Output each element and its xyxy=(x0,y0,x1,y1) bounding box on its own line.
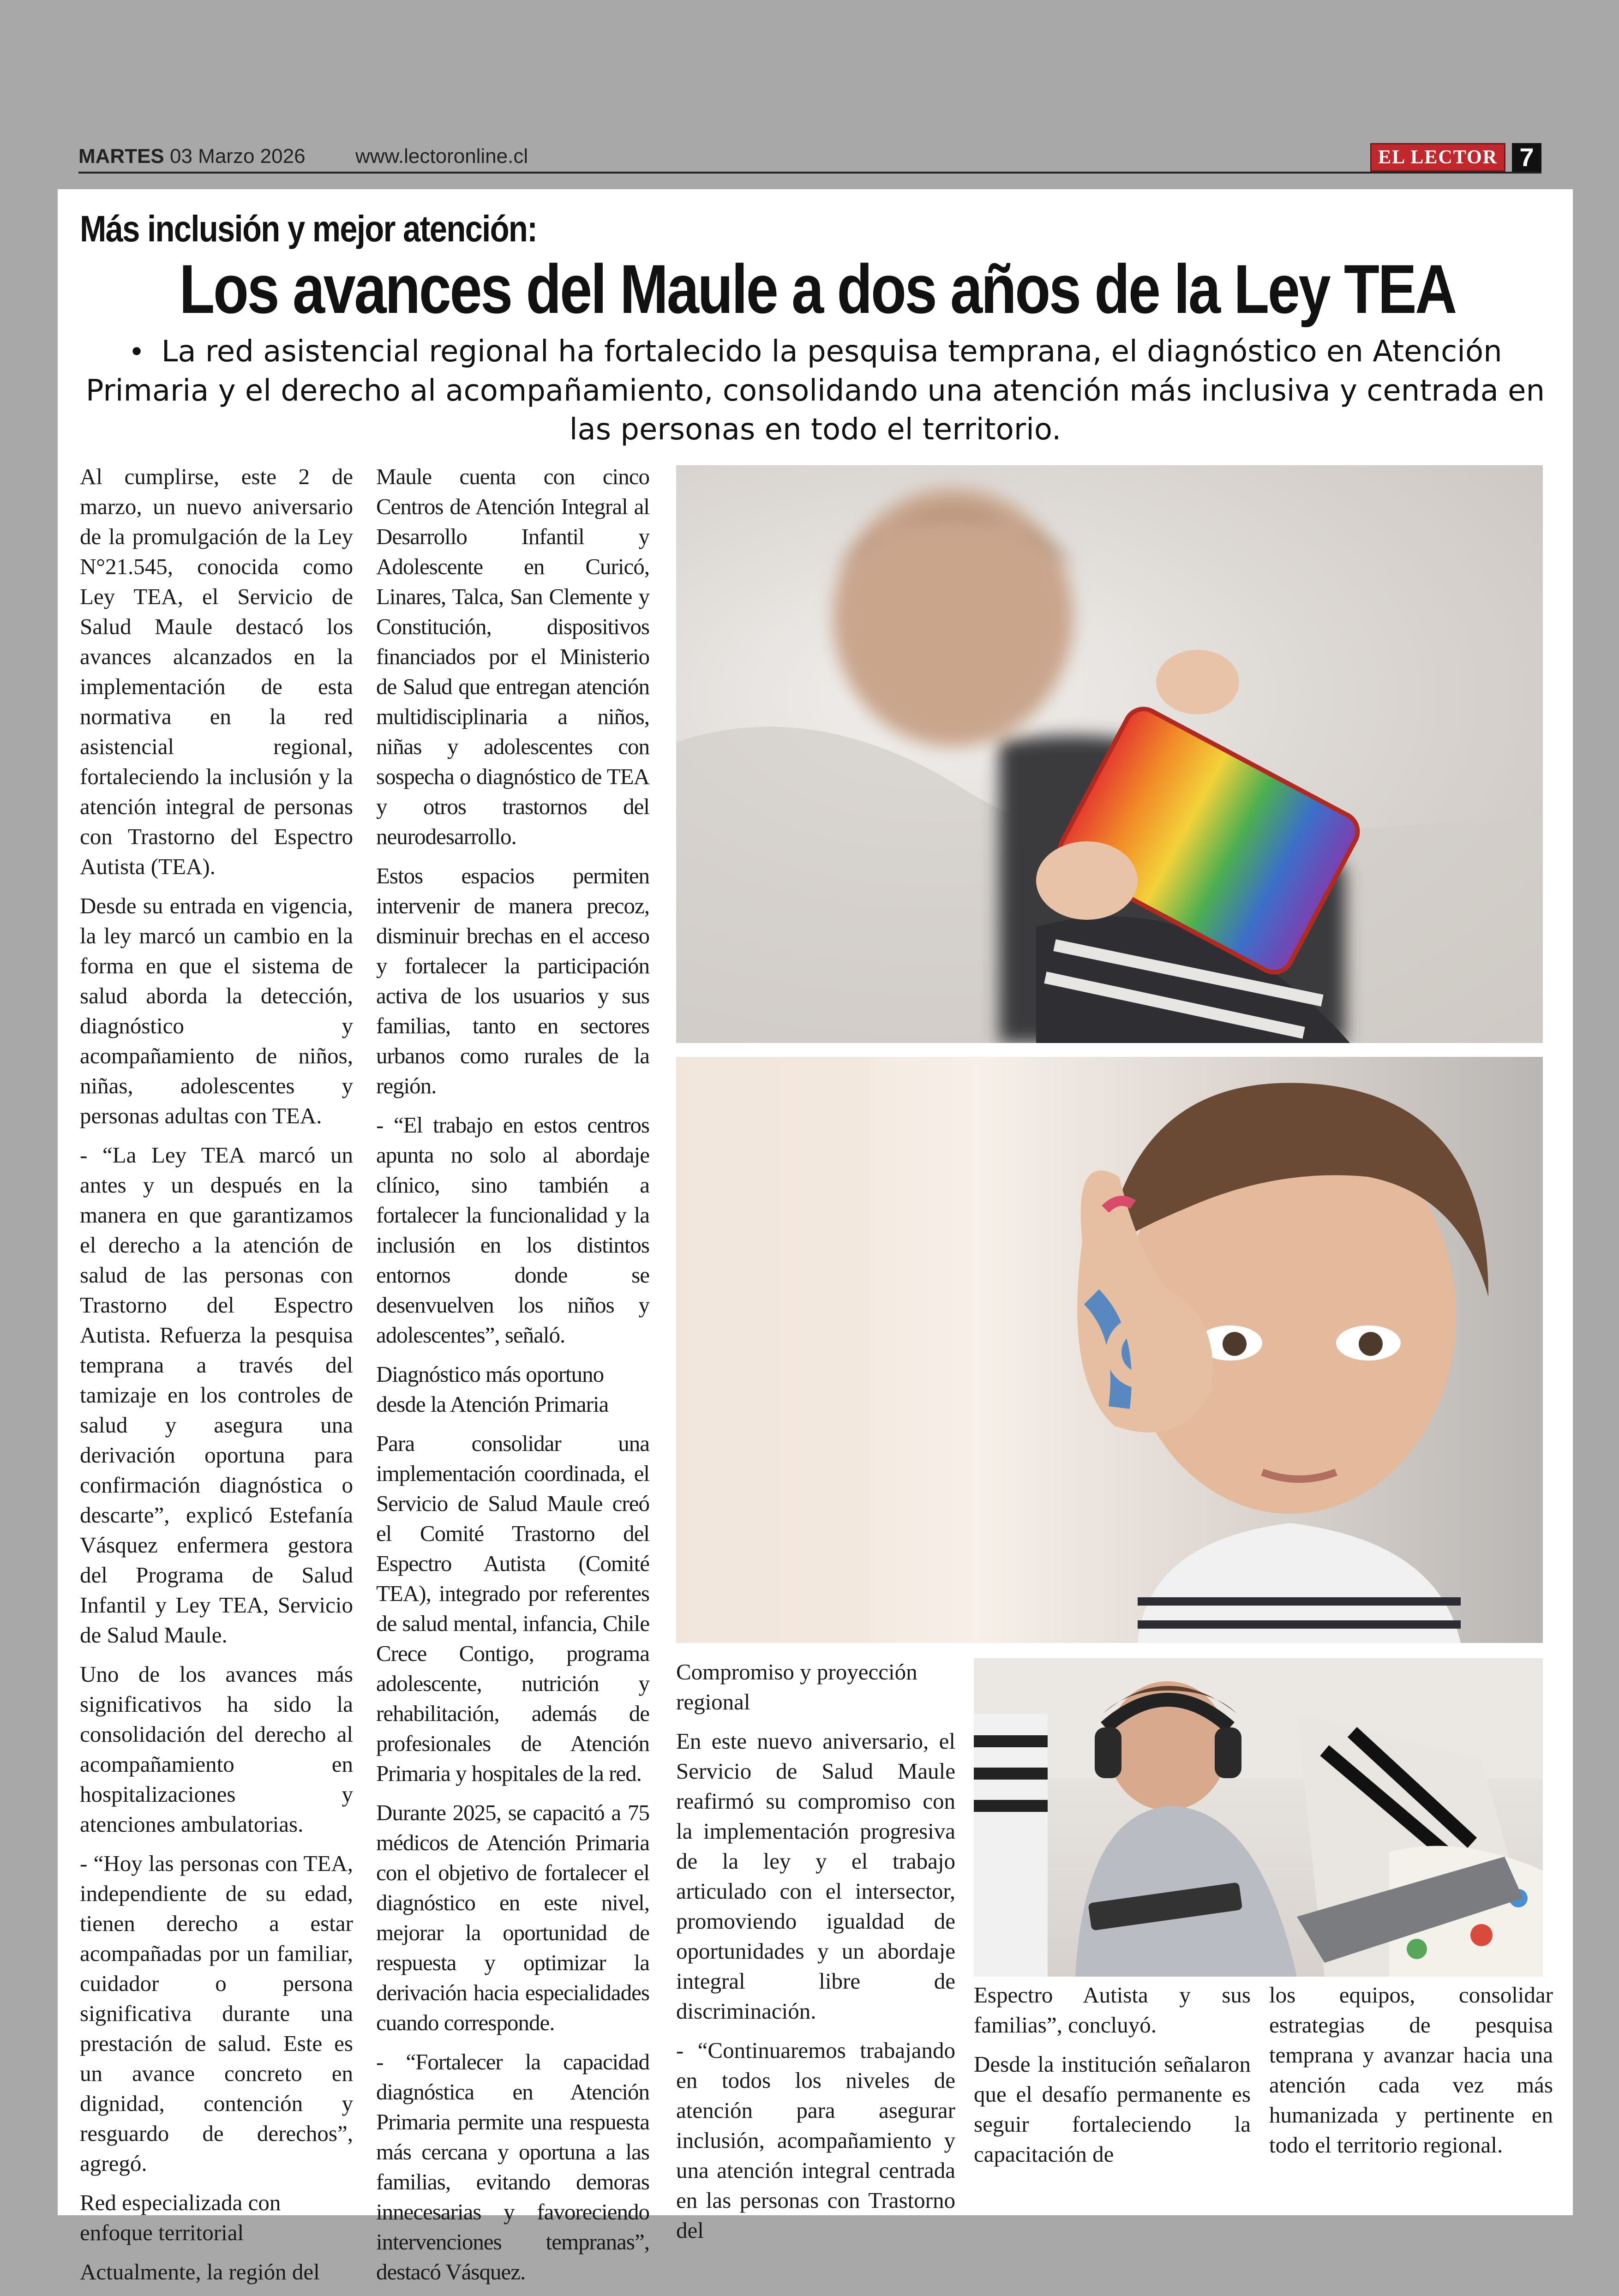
newspaper-page xyxy=(58,189,1573,2284)
subheading: Red especializada con enfoque territorial xyxy=(80,2190,281,2245)
page-number: 7 xyxy=(1512,143,1541,172)
subheading: Compromiso y proyección regional xyxy=(676,1659,917,1715)
quote-paragraph: - “La Ley TEA marcó un antes y un después en la manera en que garantizamos el derecho a la atención de salud de las personas con Trastorno del Espectro Autista. Refuerza la pesquisa temprana a través del tamizaje en los controles de salud y asegura una derivación oportuna para confirmación diagnóstica o descarte”, explicó Estefanía Vásquez enfermera gestora del Programa de Salud Infantil y Ley TEA, Servicio de Salud Maule. xyxy=(80,1142,353,1648)
paragraph: En este nuevo aniversario, el Servicio de Salud Maule reafirmó su compromiso con la implementación progresiva de la ley y el trabajo articulado con el intersector, promoviendo igualdad de oportunidades y un abordaje integral libre de discriminación. xyxy=(676,1728,955,2024)
issue-date-value: 03 Marzo 2026 xyxy=(170,145,306,168)
newspaper-logo: EL LECTOR xyxy=(1370,143,1505,172)
photo-illustration xyxy=(676,1057,1543,1643)
paragraph: Actualmente, la región del xyxy=(80,2259,320,2284)
lede-text: La red asistencial regional ha fortalecido la pesquisa temprana, el diagnóstico en Atención Primaria y el derecho al acompañamiento, consolidando una atención más inclusiva y centrada en las personas en todo el territorio. xyxy=(85,335,1545,447)
photo-illustration xyxy=(974,1658,1543,1977)
quote-paragraph: - “El trabajo en estos centros apunta no solo al abordaje clínico, sino también a fortalecer la funcionalidad y la inclusión en los distintos entornos donde se desenvuelven los niños y adolescentes”, señaló. xyxy=(376,1112,649,1348)
paragraph: los equipos, consolidar estrategias de pesquisa temprana y avanzar hacia una atención cada vez más humanizada y pertinente en todo el territorio regional. xyxy=(1269,1982,1553,2158)
photo-illustration xyxy=(676,465,1543,1043)
paragraph: Espectro Autista y sus familias”, concluyó. xyxy=(974,1982,1251,2038)
text-column-5 xyxy=(1269,1980,1553,2169)
quote-paragraph: - “Hoy las personas con TEA, independiente de su edad, tienen derecho a estar acompañadas por un familiar, cuidador o persona significativa durante una prestación de salud. Este es un avance concreto en dignidad, contención y resguardo de derechos”, agregó. xyxy=(80,1851,353,2176)
subheading: Diagnóstico más oportuno desde la Atención Primaria xyxy=(376,1361,609,1417)
text-column-2 xyxy=(376,462,649,2296)
paragraph: Maule cuenta con cinco Centros de Atención Integral al Desarrollo Infantil y Adolescente en Curicó, Linares, Talca, San Clemente y Constitución, dispositivos financiados por el Ministerio de Salud que entregan atención multidisciplinaria a niños, niñas y adolescentes con sospecha o diagnóstico de TEA y otros trastornos del neurodesarrollo. xyxy=(376,464,649,849)
headline-text: Los avances del Maule a dos años de la Ley TEA xyxy=(179,250,1456,328)
paragraph: Al cumplirse, este 2 de marzo, un nuevo aniversario de la promulgación de la Ley N°21.545, conocida como Ley TEA, el Servicio de Salud Maule destacó los avances alcanzados en la implementación de esta normativa en la red asistencial regional, fortaleciendo la inclusión y la atención integral de personas con Trastorno del Espectro Autista (TEA). xyxy=(80,464,353,879)
text-column-4 xyxy=(974,1980,1251,2178)
running-header xyxy=(78,138,1541,174)
article-lede xyxy=(80,332,1551,449)
issue-day: MARTES xyxy=(78,145,164,168)
issue-date xyxy=(78,145,306,168)
paragraph: Uno de los avances más significativos ha sido la consolidación del derecho al acompañamiento en hospitalizaciones y atenciones ambulatorias. xyxy=(80,1661,353,1837)
article-headline xyxy=(58,249,1573,329)
text-column-3 xyxy=(676,1657,955,2254)
quote-paragraph: - “Fortalecer la capacidad diagnóstica en Atención Primaria permite una respuesta más cercana y oportuna a las familias, evitando demoras innecesarias y favoreciendo intervenciones tempranas”, destacó Vásquez. xyxy=(376,2049,649,2284)
paragraph: Desde la institución señalaron que el desafío permanente es seguir fortaleciendo la capacitación de xyxy=(974,2051,1251,2167)
bullet-icon: • xyxy=(128,336,145,368)
child-with-rainbow-popit-photo xyxy=(676,465,1543,1043)
child-with-headphones-tablet-photo xyxy=(974,1658,1543,1977)
paragraph: Durante 2025, se capacitó a 75 médicos de Atención Primaria con el objetivo de fortalecer el diagnóstico en este nivel, mejorar la oportunidad de respuesta y optimizar la derivación hacia especialidades cuando corresponde. xyxy=(376,1800,649,2035)
quote-paragraph: - “Continuaremos trabajando en todos los niveles de atención para asegurar inclusión, acompañamiento y una atención integral centrada en las personas con Trastorno del xyxy=(676,2038,955,2243)
text-column-1 xyxy=(80,462,353,2296)
website-link[interactable]: www.lectoronline.cl xyxy=(355,145,528,168)
paragraph: Estos espacios permiten intervenir de manera precoz, disminuir brechas en el acceso y fortalecer la participación activa de los usuarios y sus familias, tanto en sectores urbanos como rurales de la región. xyxy=(376,863,649,1098)
paragraph: Para consolidar una implementación coordinada, el Servicio de Salud Maule creó el Comité Trastorno del Espectro Autista (Comité TEA), integrado por referentes de salud mental, infancia, Chile Crece Contigo, programa adolescente, nutrición y rehabilitación, además de profesionales de Atención Primaria y hospitales de la red. xyxy=(376,1431,649,1786)
boy-with-painted-hand-photo xyxy=(676,1057,1543,1643)
paragraph: Desde su entrada en vigencia, la ley marcó un cambio en la forma en que el sistema de salud aborda la detección, diagnóstico y acompañamiento de niños, niñas, adolescentes y personas adultas con TEA. xyxy=(80,893,353,1128)
article-kicker: Más inclusión y mejor atención: xyxy=(80,208,537,249)
